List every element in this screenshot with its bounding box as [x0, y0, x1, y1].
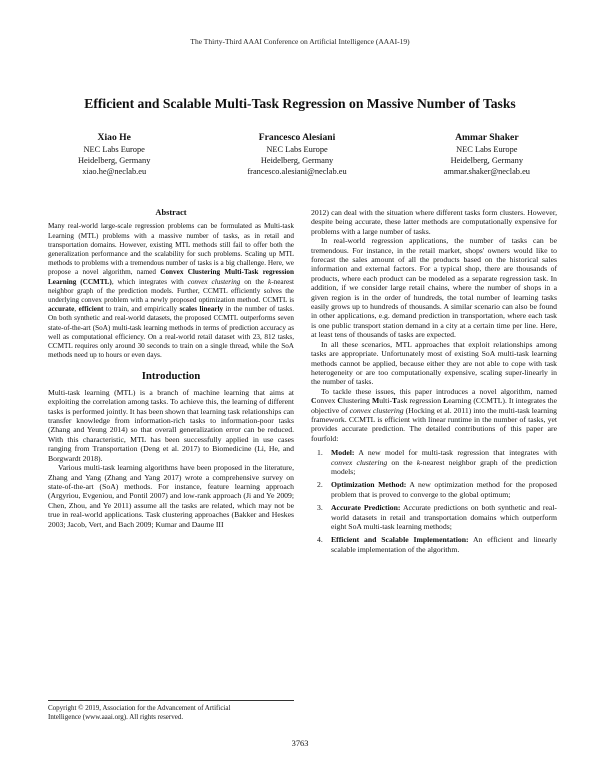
- right-paragraph-3: In all these scenarios, MTL approaches that exploit relationships among tasks are appropriate. Unfortunately most of existing SoA multi-task learning methods cannot be applied, because either they are not able to cope with task heterogeneity or are too computationally expensive, scaling super-linearly in the number of tasks.: [311, 339, 557, 387]
- author-email: xiao.he@neclab.eu: [82, 167, 147, 176]
- list-item: 2. Optimization Method: A new optimization method for the proposed problem that is proved to converge to the global optimum;: [317, 480, 557, 499]
- author-city: Heidelberg, Germany: [78, 156, 151, 165]
- right-paragraph-4: To tackle these issues, this paper introduces a novel algorithm, named Convex Clustering Multi-Task regression Learning (CCMTL). It integrates the objective of convex clustering (Hocking et al. 2011) into the multi-task learning framework. CCMTL is efficient with linear runtime in the number of tasks, yet provides accurate prediction. The detailed contributions of this paper are fourfold:: [311, 386, 558, 443]
- abstract-heading: Abstract: [155, 208, 187, 217]
- page-number: 3763: [291, 739, 309, 748]
- list-item: 1. Model: A new model for multi-task regression that integrates with convex clustering on the k-nearest neighbor graph of the prediction models;: [317, 448, 557, 476]
- left-column: [48, 208, 294, 529]
- author-2: [247, 132, 346, 177]
- author-email: ammar.shaker@neclab.eu: [443, 167, 530, 176]
- author-name: Xiao He: [97, 132, 131, 143]
- author-affiliation: NEC Labs Europe: [266, 145, 328, 154]
- introduction-heading: Introduction: [141, 370, 201, 383]
- author-1: [78, 132, 150, 177]
- paper-title: Efficient and Scalable Multi-Task Regression on Massive Number of Tasks: [84, 96, 516, 111]
- right-column: [311, 208, 557, 558]
- author-name: Ammar Shaker: [455, 132, 519, 143]
- abstract-text: Many real-world large-scale regression problems can be formulated as Multi-task Learning (MTL) problems with a massive number of tasks, as in retail and transportation domains. However, existing MTL methods still fail to offer both the generalization performance and the scalability for such problems. Scaling up MTL methods to problems with a tremendous number of tasks is a big challenge. Here, we propose a novel algorithm, named Convex Clustering Multi-Task regression Learning (CCMTL), which integrates with convex clustering on the k-nearest neighbor graph of the prediction models. Further, CCMTL efficiently solves the underlying convex problem with a newly proposed optimization method. CCMTL is accurate, efficient to train, and empirically scales linearly in the number of tasks. On both synthetic and real-world datasets, the proposed CCMTL outperforms seven state-of-the-art (SoA) multi-task learning methods in terms of prediction accuracy as well as computational efficiency. On a real-world retail dataset with 23, 812 tasks, CCMTL requires only around 30 seconds to train on a single thread, while the SoA methods need up to hours or even days.: [48, 222, 294, 360]
- author-block: [78, 132, 530, 177]
- conference-header: The Thirty-Third AAAI Conference on Artificial Intelligence (AAAI-19): [190, 37, 410, 46]
- list-item: 3. Accurate Prediction: Accurate predictions on both synthetic and real-world datasets in retail and transportation domains which outperform eight SoA multi-task learning methods;: [317, 503, 557, 531]
- contribution-list: [311, 448, 557, 554]
- author-city: Heidelberg, Germany: [450, 156, 524, 165]
- copyright-notice: Copyright © 2019, Association for the Advancement of Artificial Intelligence (www.aaai.org). All rights reserved.: [48, 700, 294, 722]
- intro-paragraph-1: Multi-task learning (MTL) is a branch of machine learning that aims at exploiting the correlation among tasks. To achieve this, the learning of different tasks is performed jointly. It has been shown that learning task relationships can transfer knowledge from information-rich tasks to information-poor tasks (Zhang and Yeung 2014) so that overall generalization error can be reduced. With this characteristic, MTL has been successfully applied in use cases ranging from Transportation (Deng et al. 2017) to Biomedicine (Li, He, and Borgwardt 2018).: [48, 387, 294, 463]
- author-name: Francesco Alesiani: [258, 132, 336, 143]
- author-affiliation: NEC Labs Europe: [456, 145, 518, 154]
- right-paragraph-2: In real-world regression applications, the number of tasks can be tremendous. For instance, in the retail market, shops' owners would like to forecast the sales amount of all the products based on the historical sales information and external factors. For a typical shop, there are thousands of products, where each product can be modeled as a separate regression task. In addition, if we consider large retail chains, where the number of shops in a given region is in the order of hundreds, the total number of learning tasks easily grows up to hundreds of thousands. A similar scenario can also be found in other applications, e.g. demand prediction in transportation, where each task is one public transport station demand in a city at a certain time per line. Here, at least tens of thousands of tasks are expected.: [311, 236, 557, 340]
- author-email: francesco.alesiani@neclab.eu: [247, 167, 347, 176]
- right-paragraph-1: 2012) can deal with the situation where different tasks form clusters. However, despite being accurate, these latter methods are computationally expensive for problems with a large number of tasks.: [311, 208, 557, 236]
- intro-paragraph-2: Various multi-task learning algorithms have been proposed in the literature, Zhang and Yang (Zhang and Yang 2017) wrote a comprehensive survey on state-of-the-art (SoA) methods. For instance, feature learning approach (Argyriou, Evgeniou, and Pontil 2007) and low-rank approach (Ji and Ye 2009; Chen, Zhou, and Ye 2011) assume all the tasks are related, which may not be true in real-world applications. Task clustering approaches (Bakker and Heskes 2003; Jacob, Vert, and Bach 2009; Kumar and Daume III: [48, 463, 294, 529]
- author-city: Heidelberg, Germany: [260, 156, 334, 165]
- author-3: [444, 132, 530, 177]
- author-affiliation: NEC Labs Europe: [83, 145, 145, 154]
- list-item: 4. Efficient and Scalable Implementation: An efficient and linearly scalable implementation of the algorithm.: [317, 535, 557, 554]
